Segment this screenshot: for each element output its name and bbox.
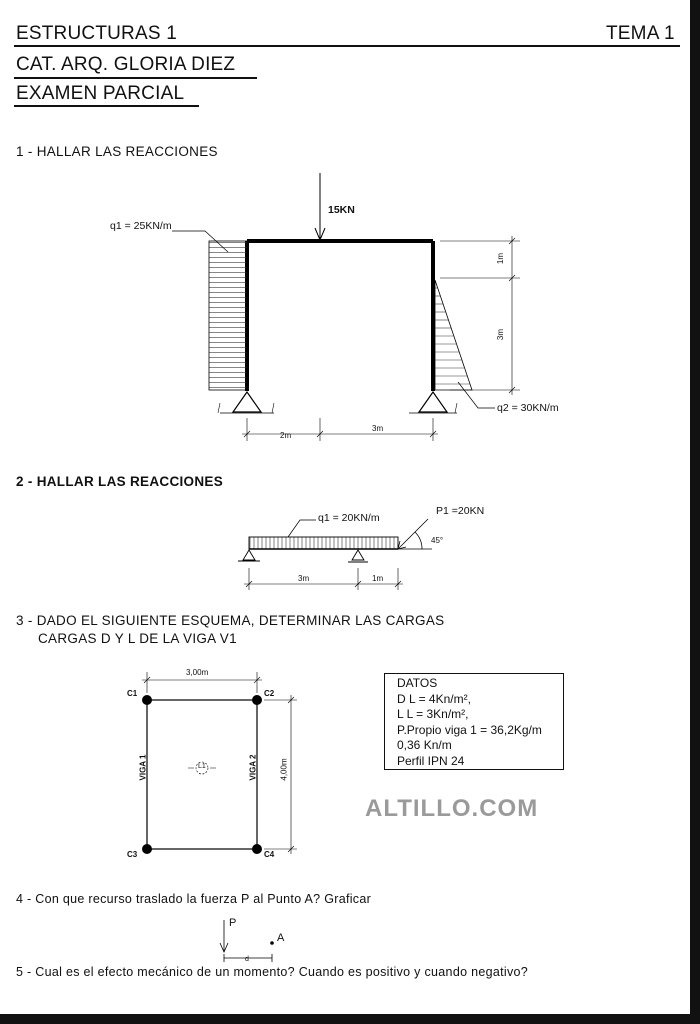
beam-dim-3m: 3m [298,574,310,583]
vertical-dimension-lines [440,236,520,395]
horizontal-dimension-lines [242,418,438,441]
plan-width-dim: 3,00m [186,668,209,677]
datos-dead-load: D L = 4Kn/m², [397,691,471,706]
datos-self-weight-kn: 0,36 Kn/m [397,738,452,752]
datos-profile: Perfil IPN 24 [397,753,465,768]
dim-2m-horizontal: 2m [280,431,292,440]
angle-label: 45° [431,536,444,545]
column-c4: C4 [264,850,275,859]
datos-self-weight: P.Propio viga 1 = 36,2Kg/m [397,722,542,737]
load-q1-rectangular [172,231,247,390]
beam-dim-1m: 1m [372,574,384,583]
scan-bottom-border [0,1014,700,1024]
point-a-label: A [277,932,285,944]
watermark: ALTILLO.COM [365,795,539,822]
column-c3: C3 [127,850,138,859]
tema-label: TEMA 1 [606,23,675,44]
point-load-arrow [315,173,325,240]
dim-3m-horizontal: 3m [372,424,384,433]
force-p-label: P [229,917,237,929]
beam-2-supports [238,550,368,562]
p1-label: P1 =20KN [436,505,485,517]
support-right [409,392,457,413]
support-left [218,392,274,413]
question-5-title: 5 - Cual es el efecto mecánico de un momento? Cuando es positivo y cuando negativo? [16,965,529,979]
question-3-title-line1: 3 - DADO EL SIGUIENTE ESQUEMA, DETERMINAR LAS CARGAS [16,613,445,628]
question-2-title: 2 - HALLAR LAS REACCIONES [16,474,224,489]
course-title: ESTRUCTURAS 1 [16,23,177,44]
beam-viga-2-label: VIGA 2 [248,754,258,781]
plan-height-dim: 4,00m [279,758,289,781]
professor-name: CAT. ARQ. GLORIA DIEZ [16,54,236,75]
frame-structure [247,241,433,391]
point-a-dot [270,941,274,945]
load-q2-triangular [435,280,495,408]
column-c2: C2 [264,689,275,698]
column-c1: C1 [127,689,138,698]
question-4-title: 4 - Con que recurso traslado la fuerza P al Punto A? Graficar [16,892,372,906]
scan-right-border [690,0,700,1024]
dim-3m-vertical: 3m [496,328,506,341]
beam-q1-label: q1 = 20KN/m [318,512,380,524]
beam-viga-1-label: VIGA 1 [138,754,148,781]
slab-plan [142,695,262,854]
q1-load-label: q1 = 25KN/m [110,220,172,232]
beam-2 [249,520,398,549]
question-3-title-line2: CARGAS D Y L DE LA VIGA V1 [38,631,237,646]
p1-inclined-load [398,519,432,549]
datos-box [384,673,564,770]
slab-l1-label: L1 [198,763,206,770]
question-1-title: 1 - HALLAR LAS REACCIONES [16,144,218,159]
dim-1m-vertical: 1m [496,252,506,265]
exam-type: EXAMEN PARCIAL [16,83,185,104]
point-load-label: 15KN [328,204,355,216]
datos-live-load: L L = 3Kn/m², [397,707,469,721]
datos-title: DATOS [397,676,438,690]
distance-d-label: d [245,956,249,963]
plan-dimensions [142,672,297,854]
q2-load-label: q2 = 30KN/m [497,402,559,414]
